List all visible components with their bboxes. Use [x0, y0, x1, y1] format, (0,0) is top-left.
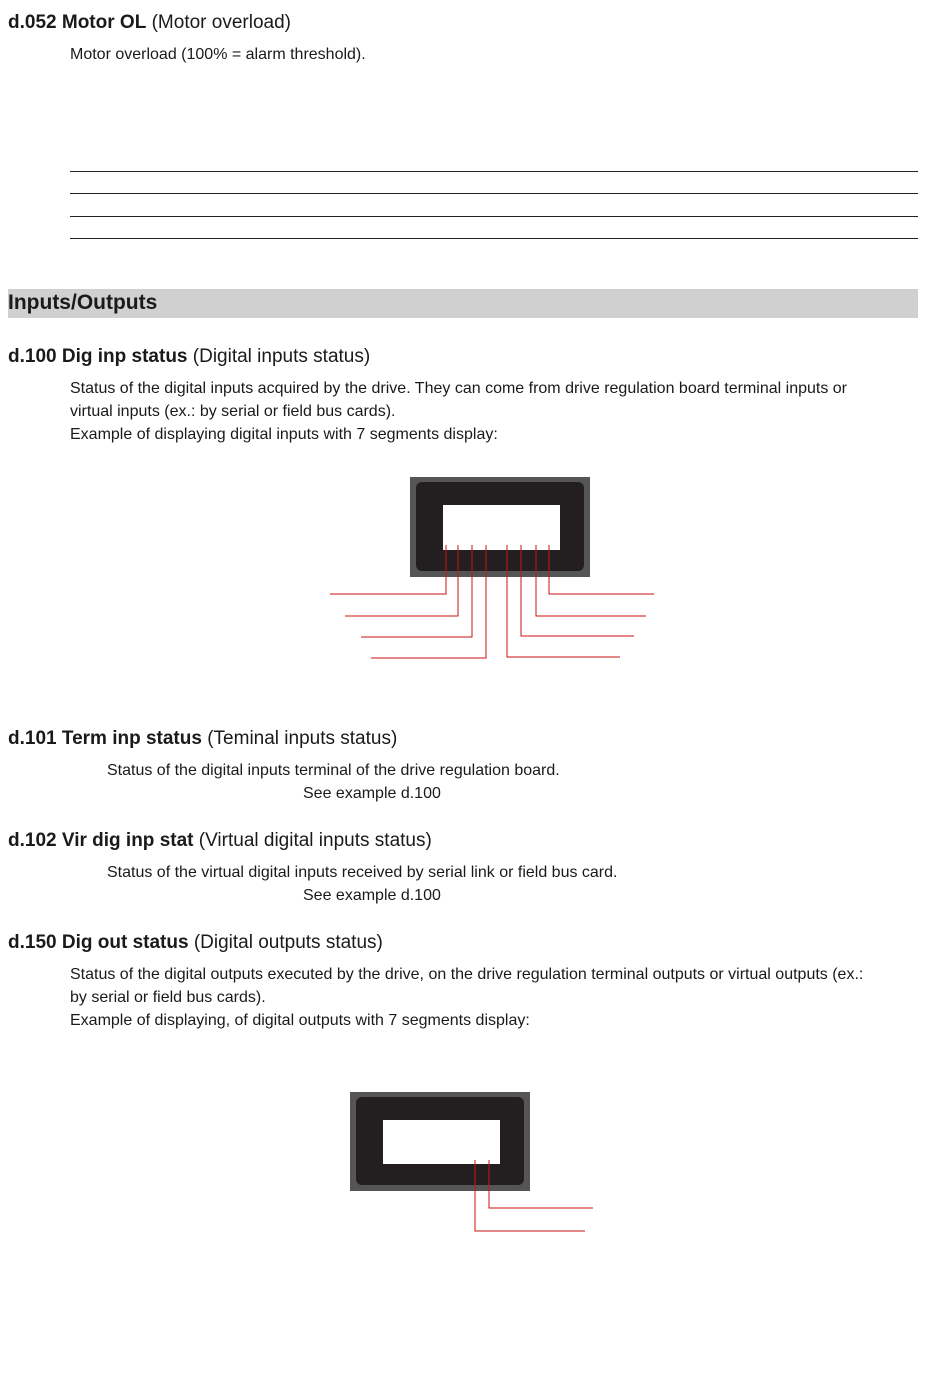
param-heading-d100: d.100 Dig inp status (Digital inputs status) — [8, 346, 371, 367]
param-heading-d102: d.102 Vir dig inp stat (Virtual digital inputs status) — [8, 830, 432, 851]
table-rule — [70, 216, 918, 217]
param-text-d100: Status of the digital inputs acquired by the drive. They can come from drive regulation board terminal inputs or virtual inputs (ex.: by serial or field bus cards). Example of displaying digital inputs with 7 segments display: — [70, 380, 848, 443]
table-rule — [70, 171, 918, 172]
display-window — [383, 1120, 500, 1164]
param-text-d052: Motor overload (100% = alarm threshold). — [70, 46, 366, 63]
display-body — [416, 482, 584, 571]
display-window — [443, 505, 560, 550]
display-frame — [410, 477, 590, 577]
param-heading-d101: d.101 Term inp status (Teminal inputs status) — [8, 728, 398, 749]
see-example-d102: See example d.100 — [303, 887, 441, 904]
param-text-d150: Status of the digital outputs executed by the drive, on the drive regulation terminal outputs or virtual outputs (ex.: by serial or field bus cards). Example of displaying, of digital outputs with 7 segments display: — [70, 966, 864, 1029]
display-body — [356, 1097, 524, 1185]
param-text-d102: Status of the virtual digital inputs received by serial link or field bus card. — [107, 864, 618, 881]
section-title: Inputs/Outputs — [8, 291, 158, 314]
input-leader-lines — [330, 545, 654, 658]
param-text-d101: Status of the digital inputs terminal of the drive regulation board. — [107, 762, 560, 779]
table-rule — [70, 193, 918, 194]
see-example-d101: See example d.100 — [303, 785, 441, 802]
output-leader-lines — [475, 1160, 593, 1231]
display-frame — [350, 1092, 530, 1191]
param-heading-d150: d.150 Dig out status (Digital outputs status) — [8, 932, 383, 953]
table-rule — [70, 238, 918, 239]
param-heading-d052: d.052 Motor OL (Motor overload) — [8, 12, 291, 33]
section-header — [8, 289, 918, 318]
